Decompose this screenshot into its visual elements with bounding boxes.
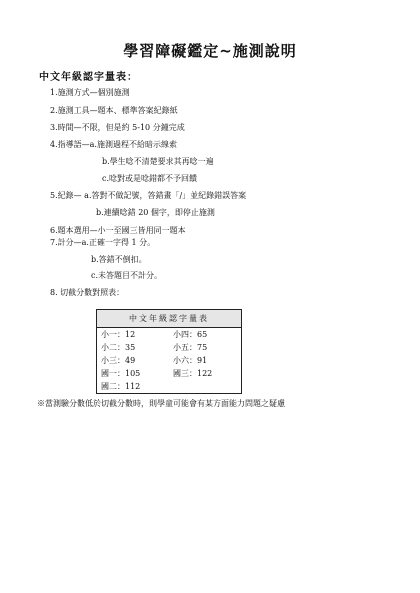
table-cell	[169, 380, 242, 394]
instruction-line-2: 2.施測工具—題本、標準答案紀錄紙	[50, 106, 178, 115]
cutoff-score-table	[96, 309, 242, 394]
section-heading: 中文年級認字量表：	[39, 72, 138, 83]
table-cell: 小四：65	[173, 330, 208, 339]
instruction-line-5b: b.連續唸錯 20 個字，即停止施測	[96, 208, 215, 217]
instruction-line-3: 3.時間—不限，但是約 5-10 分鐘完成	[50, 123, 185, 132]
instruction-line-5: 5.紀錄— a.答對不做記號，答錯畫「/」並紀錄錯誤答案	[50, 191, 247, 200]
table-cell: 國三：122	[173, 369, 213, 378]
instruction-line-4b: b.學生唸不清楚要求其再唸一遍	[102, 157, 214, 166]
table-cell: 小三：49	[101, 356, 136, 365]
table-cell: 國二：112	[101, 382, 141, 391]
instruction-line-4c: c.唸對或是唸錯都不予回饋	[102, 174, 198, 183]
table-cell: 小一：12	[101, 330, 136, 339]
table-row	[97, 328, 242, 342]
instruction-line-8: 8. 切截分數對照表：	[50, 288, 125, 297]
page-title: 學習障礙鑑定~施測說明	[123, 42, 297, 60]
instruction-line-4: 4.指導語—a.施測過程不給暗示線索	[50, 140, 177, 149]
footnote: ※當測驗分數低於切截分數時，則學童可能會有某方面能力問題之疑慮	[37, 399, 285, 408]
instruction-line-7c: c.未答題目不計分。	[91, 271, 163, 280]
table-row	[97, 354, 242, 367]
instruction-line-6: 6.題本選用—小一至國三皆用同一題本	[50, 226, 186, 235]
table-row	[97, 341, 242, 354]
instruction-line-7: 7.計分—a.正確一字得 1 分。	[50, 238, 156, 247]
table-row	[97, 367, 242, 380]
instruction-line-7b: b.答錯不倒扣。	[91, 255, 147, 264]
instruction-line-1: 1.施測方式—個別施測	[50, 88, 130, 97]
table-cell: 國一：105	[101, 369, 141, 378]
table-cell: 小五：75	[173, 343, 208, 352]
table-cell: 小二：35	[101, 343, 136, 352]
table-row	[97, 380, 242, 394]
table-cell: 小六：91	[173, 356, 208, 365]
table-header: 中文年級認字量表	[97, 310, 242, 328]
